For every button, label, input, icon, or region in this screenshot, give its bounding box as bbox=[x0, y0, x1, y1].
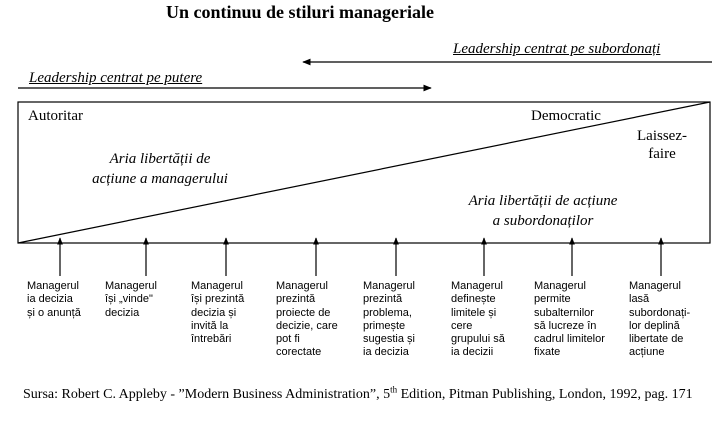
behavior-column bbox=[276, 280, 338, 360]
behavior-line: proiecte de bbox=[276, 306, 331, 319]
behavior-line: decizie, care bbox=[276, 319, 338, 332]
behavior-line: invită la bbox=[191, 319, 229, 332]
behavior-line: sugestia și bbox=[363, 333, 415, 346]
behavior-line: Managerul bbox=[27, 280, 79, 292]
manager-area-line-2: acțiune a managerului bbox=[92, 171, 228, 187]
behavior-column bbox=[105, 280, 157, 320]
manager-freedom-area bbox=[40, 149, 280, 189]
behavior-line: întrebări bbox=[191, 333, 232, 346]
laissez-line-2: faire bbox=[648, 146, 676, 162]
source-superscript: th bbox=[390, 384, 398, 395]
laissez-line-1: Laissez- bbox=[637, 128, 687, 144]
leadership-subordinates-label: Leadership centrat pe subordonați bbox=[453, 41, 661, 57]
behavior-line: prezintă bbox=[363, 293, 403, 306]
style-label-autoritar: Autoritar bbox=[28, 108, 83, 124]
behavior-line: permite bbox=[534, 293, 571, 306]
behavior-line: să lucreze în bbox=[534, 319, 597, 332]
behavior-line: Managerul bbox=[363, 280, 415, 292]
behavior-line: ia decizii bbox=[451, 346, 494, 359]
behavior-column bbox=[534, 280, 605, 360]
behavior-line: decizia și bbox=[191, 306, 237, 319]
behavior-line: acțiune bbox=[629, 346, 665, 359]
sub-area-line-2: a subordonaților bbox=[492, 213, 594, 229]
behavior-line: decizia bbox=[105, 306, 140, 319]
behavior-column bbox=[451, 280, 505, 360]
behavior-column bbox=[27, 280, 81, 320]
behavior-line: pot fi bbox=[276, 333, 300, 346]
behavior-line: problema, bbox=[363, 306, 412, 319]
style-label-democratic: Democratic bbox=[531, 108, 601, 124]
behavior-line: prezintă bbox=[276, 293, 316, 306]
behavior-line: își prezintă bbox=[191, 293, 245, 306]
sub-area-line-1: Aria libertății de acțiune bbox=[468, 193, 618, 209]
diagram-title: Un continuu de stiluri manageriale bbox=[165, 2, 434, 22]
source-suffix: Edition, Pitman Publishing, London, 1992, pag. 171 bbox=[397, 387, 693, 402]
source-citation bbox=[23, 385, 713, 404]
subordinates-freedom-area bbox=[418, 191, 668, 231]
behavior-line: Managerul bbox=[276, 280, 328, 292]
behavior-line: corectate bbox=[276, 346, 322, 359]
behavior-line: își „vinde" bbox=[105, 293, 153, 306]
behavior-tick-arrows bbox=[60, 238, 661, 276]
behavior-line: subalternilor bbox=[534, 306, 594, 319]
behavior-line: cadrul limitelor bbox=[534, 333, 605, 346]
behavior-line: Managerul bbox=[191, 280, 243, 292]
behavior-line: primește bbox=[363, 319, 406, 332]
style-label-laissez-faire bbox=[612, 127, 712, 163]
behavior-line: libertate de bbox=[629, 333, 684, 346]
behavior-line: fixate bbox=[534, 346, 561, 359]
behavior-line: ia decizia bbox=[27, 293, 73, 306]
behavior-line: grupului să bbox=[451, 333, 505, 346]
behavior-line: limitele și bbox=[451, 306, 497, 319]
behavior-line: lasă bbox=[629, 293, 650, 306]
behavior-line: Managerul bbox=[629, 280, 681, 292]
source-prefix: Sursa: Robert C. Appleby - ”Modern Business Administration”, 5 bbox=[23, 387, 391, 402]
behavior-line: subordonați- bbox=[629, 306, 691, 319]
manager-area-line-1: Aria libertății de bbox=[109, 151, 211, 167]
behavior-line: lor deplină bbox=[629, 319, 680, 332]
behavior-line: cere bbox=[451, 319, 473, 332]
behavior-line: și o anunță bbox=[27, 306, 81, 319]
behavior-column bbox=[191, 280, 244, 346]
behavior-line: Managerul bbox=[451, 280, 503, 292]
leadership-power-label: Leadership centrat pe putere bbox=[29, 70, 203, 86]
behavior-column bbox=[629, 280, 690, 360]
behavior-line: Managerul bbox=[534, 280, 586, 292]
behavior-line: definește bbox=[451, 293, 496, 306]
behavior-line: Managerul bbox=[105, 280, 157, 292]
behavior-line: ia decizia bbox=[363, 346, 409, 359]
behavior-column bbox=[363, 280, 415, 360]
